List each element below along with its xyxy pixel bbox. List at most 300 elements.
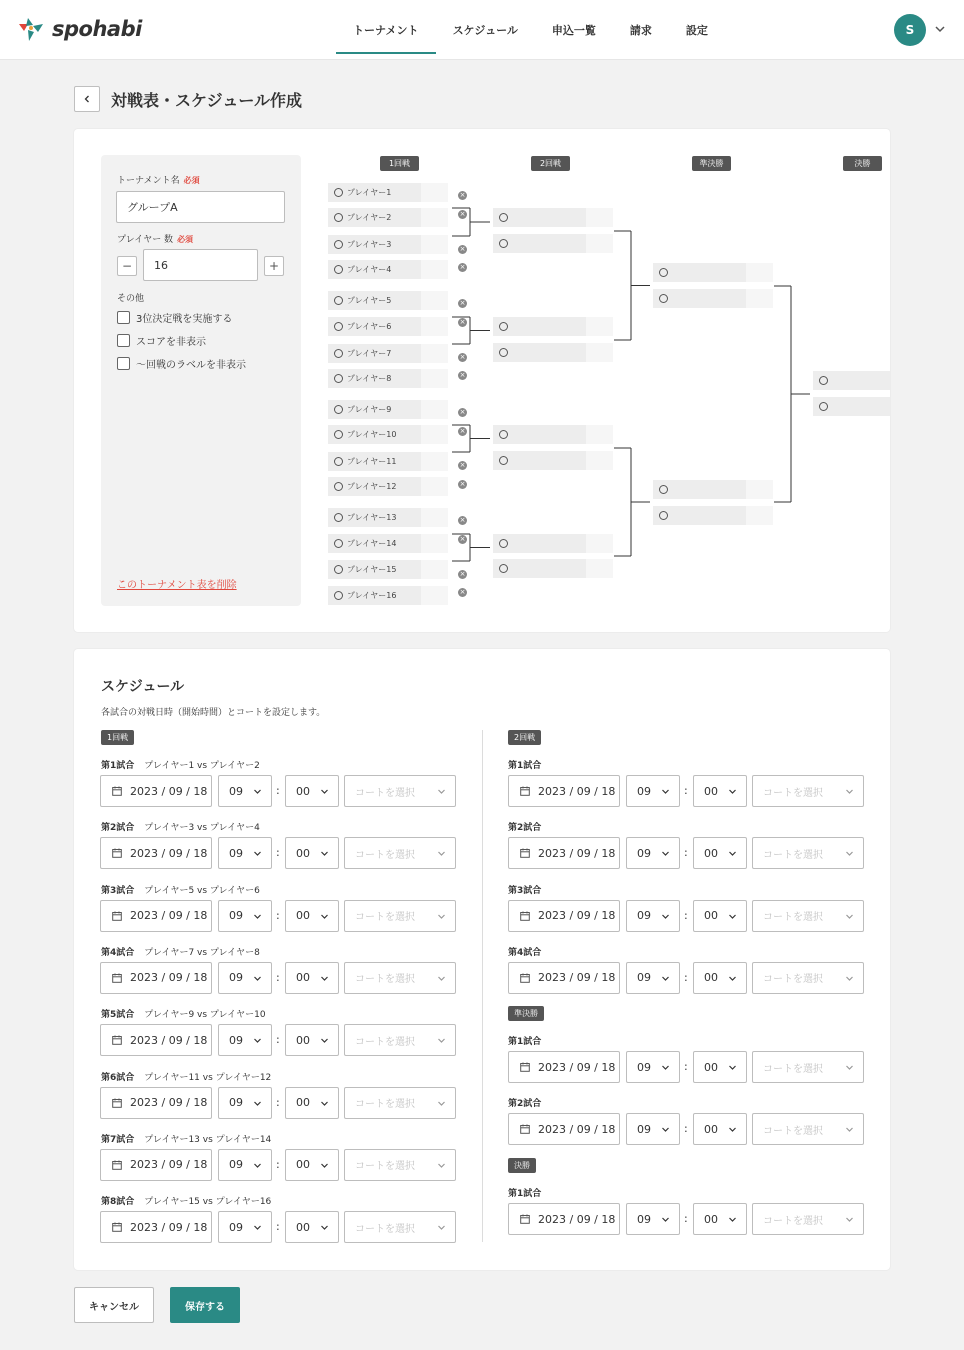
date-value: 2023 / 09 / 18	[130, 1096, 208, 1109]
minute-select[interactable]	[693, 775, 747, 807]
hour-select[interactable]	[626, 1113, 680, 1145]
hour-value: 09	[637, 909, 651, 923]
match-label	[508, 883, 551, 896]
match-number: 第6試合	[101, 1072, 135, 1083]
match-players: プレイヤー5 vs プレイヤー6	[144, 885, 260, 896]
calendar-icon	[520, 848, 530, 858]
match-label	[508, 1096, 551, 1109]
chevron-down-icon	[845, 1125, 854, 1134]
court-placeholder: コートを選択	[763, 974, 823, 986]
court-placeholder: コートを選択	[355, 1099, 415, 1110]
hour-value: 09	[637, 784, 651, 798]
time-separator: :	[276, 1157, 280, 1171]
hour-select[interactable]	[218, 1087, 272, 1119]
remove-icon[interactable]: ×	[459, 535, 466, 543]
calendar-icon	[520, 1062, 530, 1072]
chevron-down-icon	[728, 1125, 737, 1134]
remove-icon[interactable]: ×	[459, 353, 466, 361]
court-select[interactable]	[752, 900, 864, 932]
round-tag: 1回戦	[101, 730, 134, 745]
court-select[interactable]	[344, 1211, 456, 1243]
date-picker[interactable]	[100, 1211, 212, 1243]
round-tag: 準決勝	[692, 156, 731, 171]
hour-value: 09	[637, 971, 651, 985]
increment-button[interactable]: +	[264, 256, 284, 276]
match-number: 第3試合	[508, 885, 542, 896]
hour-value: 09	[637, 1212, 651, 1226]
hour-select[interactable]	[218, 900, 272, 932]
minute-value: 00	[704, 846, 718, 860]
chevron-down-icon	[661, 1215, 670, 1224]
date-picker[interactable]	[508, 775, 620, 807]
chevron-down-icon	[253, 1036, 262, 1045]
chevron-down-icon	[320, 912, 329, 921]
date-value: 2023 / 09 / 18	[538, 1060, 616, 1074]
hour-select[interactable]	[218, 837, 272, 869]
chevron-down-icon	[661, 787, 670, 796]
minute-select[interactable]	[285, 1211, 339, 1243]
court-placeholder: コートを選択	[355, 1223, 415, 1235]
hour-value: 09	[229, 784, 243, 798]
chevron-down-icon	[253, 849, 262, 858]
court-placeholder: コートを選択	[355, 912, 415, 924]
match-players: プレイヤー15 vs プレイヤー16	[144, 1197, 272, 1208]
hour-select[interactable]	[218, 1024, 272, 1056]
minute-value: 00	[296, 1096, 310, 1109]
minute-select[interactable]	[285, 837, 339, 869]
tournament-name-label: トーナメント名 必須	[117, 176, 200, 186]
calendar-icon	[112, 786, 122, 796]
chevron-down-icon	[437, 849, 446, 858]
court-select[interactable]	[344, 962, 456, 994]
player-name: プレイヤー7	[347, 349, 392, 358]
match-players: プレイヤー3 vs プレイヤー4	[144, 823, 260, 834]
player-name: プレイヤー1	[347, 188, 392, 197]
court-select[interactable]	[752, 1113, 864, 1145]
date-value: 2023 / 09 / 18	[130, 784, 208, 798]
user-avatar[interactable]: S	[894, 14, 926, 46]
minute-select[interactable]	[285, 1149, 339, 1181]
chevron-down-icon	[253, 1161, 262, 1170]
hour-select[interactable]	[626, 775, 680, 807]
date-value: 2023 / 09 / 18	[130, 1033, 208, 1047]
time-separator: :	[684, 970, 688, 984]
time-separator: :	[276, 1033, 280, 1047]
nav-tab[interactable]: 設定	[685, 24, 708, 37]
hour-value: 09	[229, 971, 243, 985]
time-separator: :	[276, 908, 280, 922]
hour-select[interactable]	[218, 1149, 272, 1181]
minute-value: 00	[296, 971, 310, 985]
save-button[interactable]: 保存する	[170, 1287, 240, 1323]
remove-icon[interactable]: ×	[459, 191, 466, 199]
player-name: プレイヤー3	[347, 240, 392, 249]
chevron-down-icon	[845, 849, 854, 858]
page-title: 対戦表・スケジュール作成	[111, 91, 303, 110]
remove-icon[interactable]: ×	[459, 408, 466, 416]
minute-select[interactable]	[285, 962, 339, 994]
match-label	[101, 758, 260, 771]
chevron-down-icon	[661, 849, 670, 858]
hour-value: 09	[229, 1220, 243, 1234]
court-placeholder: コートを選択	[355, 1036, 415, 1048]
time-separator: :	[276, 1220, 280, 1234]
player-name: プレイヤー8	[347, 374, 392, 383]
court-placeholder: コートを選択	[763, 1063, 823, 1075]
minute-select[interactable]	[285, 1024, 339, 1056]
date-picker[interactable]	[508, 837, 620, 869]
minute-value: 00	[704, 909, 718, 923]
chevron-down-icon	[728, 912, 737, 921]
round-tag: 決勝	[508, 1158, 536, 1173]
match-number: 第1試合	[508, 761, 542, 771]
remove-icon[interactable]: ×	[459, 245, 466, 253]
time-separator: :	[684, 846, 688, 860]
court-placeholder: コートを選択	[763, 912, 823, 924]
hour-value: 09	[637, 846, 651, 860]
date-value: 2023 / 09 / 18	[538, 1122, 616, 1136]
time-separator: :	[684, 1060, 688, 1073]
round-tag: 2回戦	[531, 156, 570, 171]
round-tag: 2回戦	[508, 730, 541, 745]
chevron-down-icon	[661, 974, 670, 983]
match-players: プレイヤー11 vs プレイヤー12	[144, 1072, 272, 1083]
round-tag: 準決勝	[508, 1006, 544, 1021]
court-placeholder: コートを選択	[763, 787, 823, 799]
chevron-down-icon	[320, 1223, 329, 1232]
schedule-title: スケジュール	[101, 679, 185, 695]
match-label	[101, 1007, 266, 1020]
minute-select[interactable]	[693, 962, 747, 994]
hour-select[interactable]	[626, 900, 680, 932]
player-name: プレイヤー15	[347, 565, 397, 574]
match-number: 第2試合	[508, 1099, 542, 1109]
match-label	[101, 1070, 271, 1083]
match-number: 第8試合	[101, 1197, 135, 1208]
calendar-icon	[112, 1160, 122, 1170]
match-label	[101, 1194, 271, 1207]
calendar-icon	[112, 911, 122, 921]
minute-value: 00	[296, 1033, 310, 1047]
nav-tab[interactable]: トーナメント	[336, 0, 436, 60]
chevron-down-icon	[320, 849, 329, 858]
cancel-button[interactable]: キャンセル	[74, 1287, 154, 1323]
minute-select[interactable]	[693, 1203, 747, 1235]
match-number: 第4試合	[101, 947, 135, 958]
match-number: 第5試合	[101, 1010, 135, 1021]
player-name: プレイヤー12	[347, 482, 397, 491]
minute-value: 00	[296, 909, 310, 923]
date-value: 2023 / 09 / 18	[130, 909, 208, 923]
minute-select[interactable]	[285, 900, 339, 932]
court-select[interactable]	[752, 1051, 864, 1083]
player-name: プレイヤー2	[347, 213, 392, 222]
player-name: プレイヤー13	[347, 513, 397, 522]
player-name: プレイヤー6	[347, 322, 392, 331]
match-label	[508, 1034, 551, 1047]
court-select[interactable]	[344, 1149, 456, 1181]
required-badge: 必須	[183, 176, 200, 185]
player-name: プレイヤー9	[347, 405, 392, 414]
chevron-down-icon	[661, 912, 670, 921]
match-label	[101, 883, 260, 896]
chevron-down-icon	[320, 974, 329, 983]
minute-value: 00	[704, 1122, 718, 1136]
calendar-icon	[520, 1124, 530, 1134]
match-number: 第3試合	[101, 885, 135, 896]
match-label	[101, 945, 260, 958]
match-number: 第1試合	[508, 1189, 542, 1199]
chevron-down-icon	[728, 787, 737, 796]
remove-icon[interactable]: ×	[459, 318, 466, 326]
match-label	[508, 758, 551, 771]
time-separator: :	[276, 846, 280, 860]
chevron-down-icon	[437, 1161, 446, 1170]
match-number: 第1試合	[101, 761, 135, 771]
court-placeholder: コートを選択	[763, 849, 823, 861]
remove-icon[interactable]: ×	[459, 570, 466, 578]
match-players: プレイヤー7 vs プレイヤー8	[144, 947, 260, 958]
chevron-down-icon	[253, 1099, 262, 1108]
court-placeholder: コートを選択	[355, 849, 415, 861]
option-label: 〜回戦のラベルを非表示	[136, 360, 246, 371]
chevron-down-icon	[845, 1215, 854, 1224]
match-label	[508, 945, 551, 958]
match-players: プレイヤー13 vs プレイヤー14	[144, 1134, 272, 1145]
hour-select[interactable]	[626, 837, 680, 869]
court-select[interactable]	[344, 1024, 456, 1056]
time-separator: :	[684, 908, 688, 922]
remove-icon[interactable]: ×	[459, 263, 466, 271]
chevron-down-icon	[728, 1215, 737, 1224]
round-tag: 決勝	[843, 156, 882, 171]
column-divider	[482, 730, 483, 1242]
player-count-label: プレイヤー 数 必須	[117, 235, 194, 245]
minute-value: 00	[704, 1060, 718, 1074]
chevron-down-icon	[253, 787, 262, 796]
chevron-down-icon	[661, 1063, 670, 1072]
match-number: 第2試合	[101, 823, 135, 834]
match-number: 第7試合	[101, 1134, 135, 1145]
court-select[interactable]	[752, 1203, 864, 1235]
required-badge: 必須	[177, 235, 194, 244]
hour-value: 09	[229, 909, 243, 923]
court-select[interactable]	[752, 962, 864, 994]
chevron-down-icon	[320, 1161, 329, 1170]
calendar-icon	[520, 911, 530, 921]
date-picker[interactable]	[100, 837, 212, 869]
date-value: 2023 / 09 / 18	[130, 1220, 208, 1234]
match-number: 第1試合	[508, 1037, 542, 1047]
date-value: 2023 / 09 / 18	[538, 971, 616, 985]
delete-tournament-link[interactable]: このトーナメント表を削除	[117, 580, 237, 591]
chevron-down-icon	[253, 974, 262, 983]
player-count-input[interactable]: 16	[143, 249, 258, 281]
time-separator: :	[684, 1122, 688, 1135]
date-value: 2023 / 09 / 18	[538, 784, 616, 798]
schedule-description: 各試合の対戦日時（開始時間）とコートを設定します。	[101, 708, 326, 718]
chevron-down-icon	[437, 974, 446, 983]
match-label	[508, 820, 551, 833]
match-label	[508, 1186, 551, 1199]
match-label	[101, 1132, 271, 1145]
calendar-icon	[112, 973, 122, 983]
hour-select[interactable]	[626, 962, 680, 994]
bracket-lines	[0, 0, 964, 640]
hour-select[interactable]	[218, 962, 272, 994]
chevron-down-icon	[437, 1099, 446, 1108]
date-value: 2023 / 09 / 18	[130, 971, 208, 985]
calendar-icon	[112, 848, 122, 858]
minute-value: 00	[704, 1212, 718, 1226]
hour-value: 09	[229, 846, 243, 860]
chevron-down-icon	[845, 912, 854, 921]
court-placeholder: コートを選択	[355, 1161, 415, 1173]
chevron-down-icon	[437, 912, 446, 921]
player-name: プレイヤー10	[347, 430, 397, 439]
minute-select[interactable]	[693, 1113, 747, 1145]
time-separator: :	[276, 1095, 280, 1109]
date-picker[interactable]	[508, 1051, 620, 1083]
decrement-button[interactable]: −	[117, 256, 137, 276]
chevron-down-icon	[728, 1063, 737, 1072]
date-picker[interactable]	[100, 900, 212, 932]
chevron-down-icon	[437, 787, 446, 796]
chevron-down-icon	[845, 787, 854, 796]
nav-tab[interactable]: 申込一覧	[551, 24, 596, 37]
date-picker[interactable]	[100, 775, 212, 807]
remove-icon[interactable]: ×	[459, 516, 466, 524]
time-separator: :	[684, 784, 688, 797]
date-value: 2023 / 09 / 18	[538, 909, 616, 923]
time-separator: :	[276, 784, 280, 797]
chevron-down-icon	[728, 974, 737, 983]
match-players: プレイヤー1 vs プレイヤー2	[144, 761, 260, 771]
court-select[interactable]	[344, 775, 456, 807]
calendar-icon	[520, 1214, 530, 1224]
hour-value: 09	[229, 1158, 243, 1172]
minute-value: 00	[296, 1158, 310, 1172]
match-number: 第4試合	[508, 947, 542, 958]
match-players: プレイヤー9 vs プレイヤー10	[144, 1010, 266, 1021]
court-select[interactable]	[344, 837, 456, 869]
player-name: プレイヤー14	[347, 539, 397, 548]
chevron-down-icon	[845, 1063, 854, 1072]
player-name: プレイヤー11	[347, 457, 397, 466]
minute-value: 00	[296, 846, 310, 860]
minute-value: 00	[704, 784, 718, 798]
date-picker[interactable]	[100, 1024, 212, 1056]
nav-tab[interactable]: 請求	[629, 24, 652, 37]
court-placeholder: コートを選択	[763, 1215, 823, 1227]
chevron-down-icon	[661, 1125, 670, 1134]
remove-icon[interactable]: ×	[459, 588, 466, 596]
date-value: 2023 / 09 / 18	[130, 1158, 208, 1172]
court-select[interactable]	[752, 775, 864, 807]
chevron-down-icon	[437, 1036, 446, 1045]
date-picker[interactable]	[508, 1113, 620, 1145]
brand-name: spohabi	[52, 17, 142, 41]
remove-icon[interactable]: ×	[459, 427, 466, 435]
minute-select[interactable]	[285, 1087, 339, 1119]
minute-value: 00	[296, 784, 310, 798]
calendar-icon	[112, 1098, 122, 1108]
hour-select[interactable]	[218, 775, 272, 807]
minute-select[interactable]	[693, 900, 747, 932]
remove-icon[interactable]: ×	[459, 461, 466, 469]
time-separator: :	[684, 1212, 688, 1225]
hour-value: 09	[637, 1060, 651, 1074]
court-select[interactable]	[752, 837, 864, 869]
match-number: 第2試合	[508, 823, 542, 834]
minute-select[interactable]	[693, 1051, 747, 1083]
date-picker[interactable]	[508, 1203, 620, 1235]
nav-tab[interactable]: スケジュール	[452, 24, 518, 37]
remove-icon[interactable]: ×	[459, 371, 466, 379]
date-picker[interactable]	[100, 962, 212, 994]
option-label: 3位決定戦を実施する	[136, 314, 233, 325]
calendar-icon	[112, 1222, 122, 1232]
calendar-icon	[112, 1035, 122, 1045]
minute-value: 00	[296, 1220, 310, 1234]
court-select[interactable]	[344, 1087, 456, 1119]
tournament-name-input[interactable]: グループA	[116, 191, 285, 223]
chevron-down-icon	[320, 1036, 329, 1045]
date-value: 2023 / 09 / 18	[130, 846, 208, 860]
chevron-down-icon	[437, 1223, 446, 1232]
court-placeholder: コートを選択	[763, 1125, 823, 1137]
player-name: プレイヤー5	[347, 296, 392, 305]
chevron-down-icon	[320, 1099, 329, 1108]
chevron-down-icon	[728, 849, 737, 858]
calendar-icon	[520, 786, 530, 796]
remove-icon[interactable]: ×	[459, 480, 466, 488]
date-picker[interactable]	[100, 1087, 212, 1119]
hour-value: 09	[637, 1122, 651, 1136]
calendar-icon	[520, 973, 530, 983]
court-placeholder: コートを選択	[355, 787, 415, 799]
time-separator: :	[276, 970, 280, 984]
player-name: プレイヤー4	[347, 265, 392, 274]
round-tag: 1回戦	[380, 156, 419, 171]
hour-select[interactable]	[626, 1203, 680, 1235]
match-label	[101, 820, 260, 833]
remove-icon[interactable]: ×	[459, 299, 466, 307]
minute-select[interactable]	[285, 775, 339, 807]
date-value: 2023 / 09 / 18	[538, 1212, 616, 1226]
remove-icon[interactable]: ×	[459, 210, 466, 218]
player-name: プレイヤー16	[347, 591, 397, 600]
hour-select[interactable]	[218, 1211, 272, 1243]
option-label: スコアを非表示	[136, 337, 206, 348]
hour-value: 09	[229, 1096, 243, 1109]
court-select[interactable]	[344, 900, 456, 932]
court-placeholder: コートを選択	[355, 974, 415, 986]
other-label: その他	[117, 294, 145, 304]
date-picker[interactable]	[508, 900, 620, 932]
chevron-down-icon	[845, 974, 854, 983]
date-value: 2023 / 09 / 18	[538, 846, 616, 860]
chevron-down-icon	[253, 912, 262, 921]
minute-select[interactable]	[693, 837, 747, 869]
chevron-down-icon	[320, 787, 329, 796]
date-picker[interactable]	[100, 1149, 212, 1181]
minute-value: 00	[704, 971, 718, 985]
chevron-down-icon	[253, 1223, 262, 1232]
hour-select[interactable]	[626, 1051, 680, 1083]
hour-value: 09	[229, 1033, 243, 1047]
date-picker[interactable]	[508, 962, 620, 994]
